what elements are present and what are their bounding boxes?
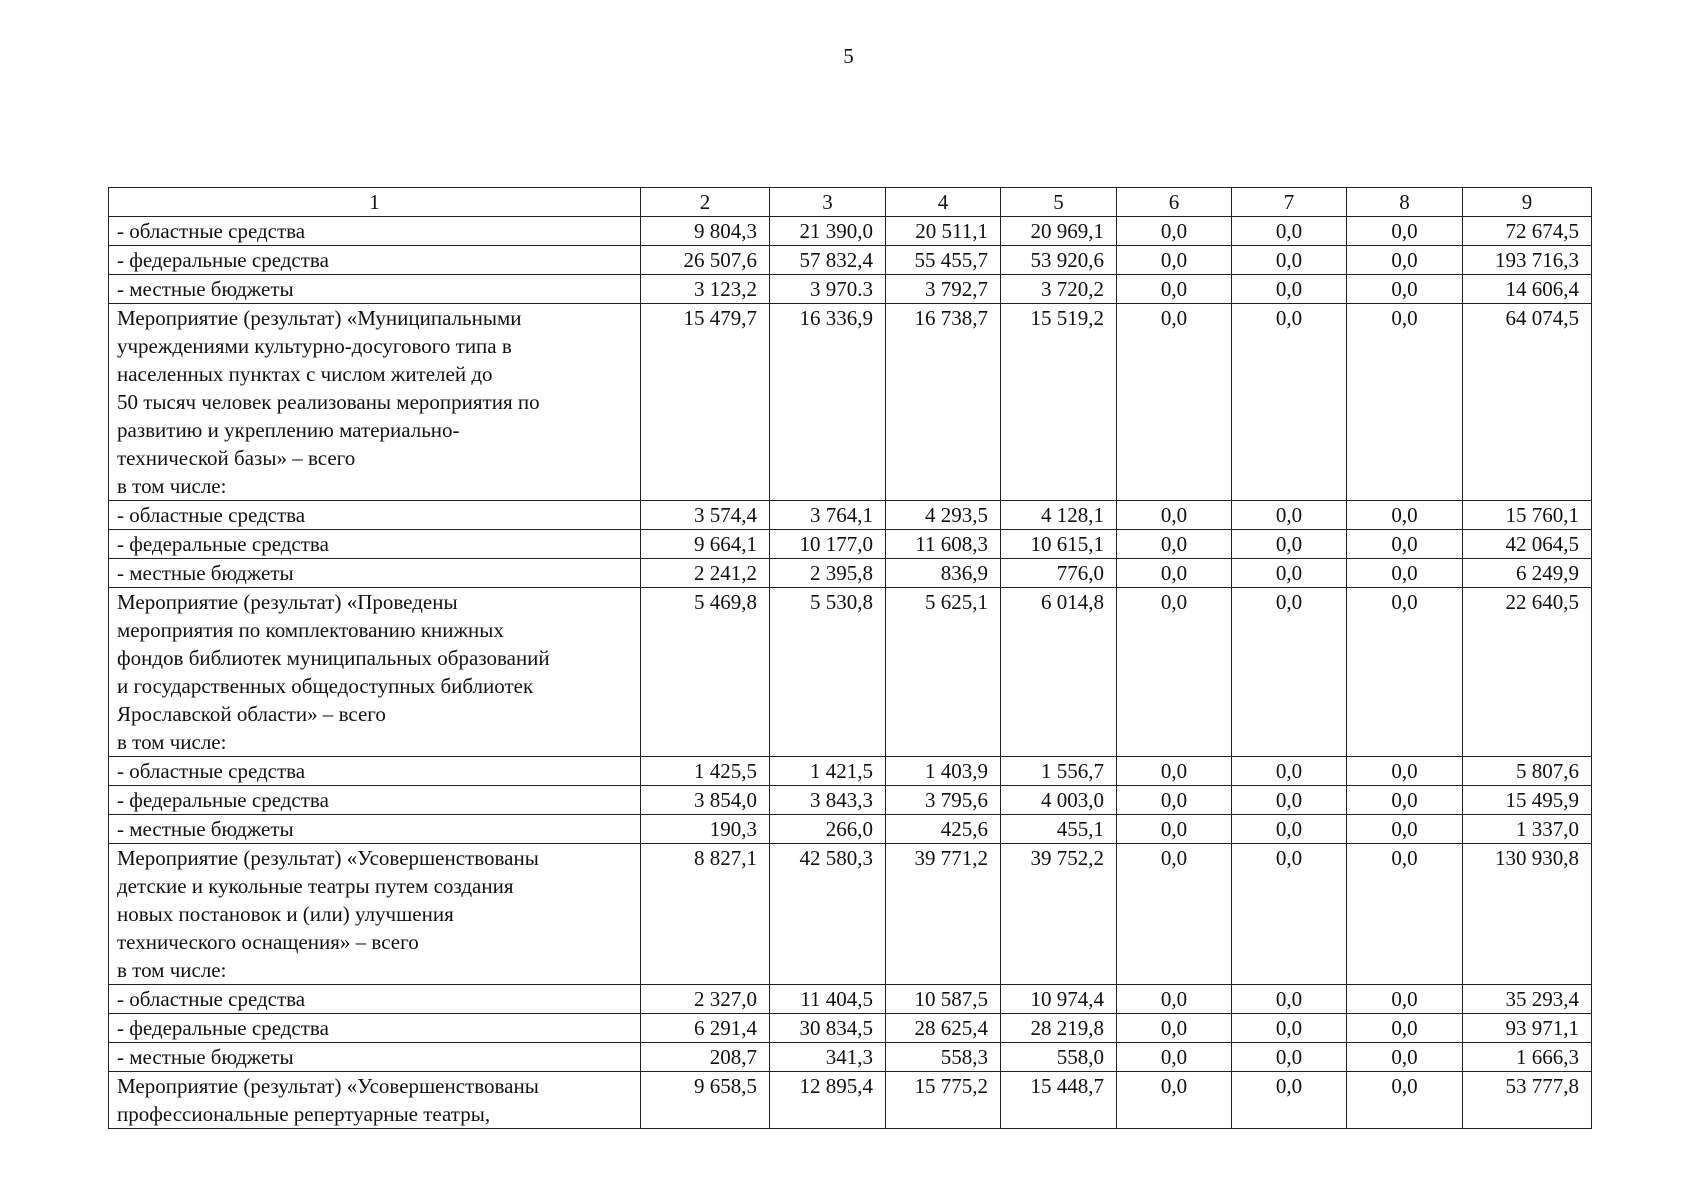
row-label-line: Ярославской области» – всего [117,702,386,726]
table-row [109,757,1592,786]
cell-value: 10 177,0 [770,530,886,559]
cell-value: 20 969,1 [1001,217,1117,246]
cell-value: 0,0 [1232,275,1347,304]
table-body [109,188,1592,1129]
cell-value: 8 827,1 [641,844,770,985]
row-label-line: 50 тысяч человек реализованы мероприятия по [117,390,540,414]
cell-value: 0,0 [1347,1043,1463,1072]
cell-value: 0,0 [1117,1014,1232,1043]
cell-value: 14 606,4 [1463,275,1592,304]
cell-value: 4 293,5 [886,501,1001,530]
row-label-line: Мероприятие (результат) «Муниципальными [117,306,522,330]
row-label: - федеральные средства [109,530,641,559]
cell-value: 53 777,8 [1463,1072,1592,1129]
row-label-line: технической базы» – всего [117,446,356,470]
row-label [109,304,641,501]
row-label: - местные бюджеты [109,1043,641,1072]
cell-value: 0,0 [1232,844,1347,985]
cell-value: 0,0 [1347,844,1463,985]
row-label [109,1072,641,1129]
cell-value: 11 404,5 [770,985,886,1014]
cell-value: 0,0 [1347,1072,1463,1129]
table-row [109,275,1592,304]
cell-value: 2 241,2 [641,559,770,588]
cell-value: 57 832,4 [770,246,886,275]
table-row [109,304,1592,501]
cell-value: 0,0 [1347,304,1463,501]
cell-value: 0,0 [1347,786,1463,815]
cell-value: 0,0 [1347,217,1463,246]
cell-value: 26 507,6 [641,246,770,275]
column-header: 6 [1117,188,1232,217]
cell-value: 0,0 [1232,501,1347,530]
cell-value: 3 795,6 [886,786,1001,815]
row-label-line: фондов библиотек муниципальных образований [117,646,550,670]
row-label [109,844,641,985]
cell-value: 0,0 [1117,217,1232,246]
column-header: 8 [1347,188,1463,217]
cell-value: 16 738,7 [886,304,1001,501]
cell-value: 10 974,4 [1001,985,1117,1014]
cell-value: 5 530,8 [770,588,886,757]
cell-value: 208,7 [641,1043,770,1072]
row-label-line: Мероприятие (результат) «Усовершенствованы [117,846,539,870]
row-label: - местные бюджеты [109,815,641,844]
cell-value: 130 930,8 [1463,844,1592,985]
cell-value: 42 580,3 [770,844,886,985]
cell-value: 4 003,0 [1001,786,1117,815]
cell-value: 9 804,3 [641,217,770,246]
cell-value: 3 123,2 [641,275,770,304]
cell-value: 28 219,8 [1001,1014,1117,1043]
table-row [109,246,1592,275]
cell-value: 3 843,3 [770,786,886,815]
cell-value: 266,0 [770,815,886,844]
cell-value: 35 293,4 [1463,985,1592,1014]
row-label-line: мероприятия по комплектованию книжных [117,618,504,642]
cell-value: 5 625,1 [886,588,1001,757]
cell-value: 5 807,6 [1463,757,1592,786]
cell-value: 53 920,6 [1001,246,1117,275]
cell-value: 64 074,5 [1463,304,1592,501]
cell-value: 1 337,0 [1463,815,1592,844]
row-label-line: в том числе: [117,474,227,498]
cell-value: 3 970.3 [770,275,886,304]
cell-value: 3 720,2 [1001,275,1117,304]
cell-value: 0,0 [1232,1072,1347,1129]
cell-value: 0,0 [1232,1014,1347,1043]
row-label-line: технического оснащения» – всего [117,930,419,954]
table-row [109,1014,1592,1043]
row-label-line: учреждениями культурно-досугового типа в [117,334,512,358]
cell-value: 558,3 [886,1043,1001,1072]
cell-value: 9 664,1 [641,530,770,559]
cell-value: 15 479,7 [641,304,770,501]
cell-value: 6 014,8 [1001,588,1117,757]
cell-value: 0,0 [1232,304,1347,501]
cell-value: 0,0 [1347,246,1463,275]
cell-value: 15 448,7 [1001,1072,1117,1129]
cell-value: 776,0 [1001,559,1117,588]
cell-value: 12 895,4 [770,1072,886,1129]
cell-value: 22 640,5 [1463,588,1592,757]
cell-value: 0,0 [1232,1043,1347,1072]
cell-value: 30 834,5 [770,1014,886,1043]
cell-value: 10 615,1 [1001,530,1117,559]
cell-value: 0,0 [1232,217,1347,246]
cell-value: 11 608,3 [886,530,1001,559]
row-label-line: Мероприятие (результат) «Проведены [117,590,458,614]
cell-value: 0,0 [1117,786,1232,815]
table-row [109,559,1592,588]
cell-value: 1 403,9 [886,757,1001,786]
cell-value: 28 625,4 [886,1014,1001,1043]
cell-value: 0,0 [1347,501,1463,530]
row-label: - областные средства [109,757,641,786]
cell-value: 1 556,7 [1001,757,1117,786]
cell-value: 6 291,4 [641,1014,770,1043]
cell-value: 0,0 [1347,815,1463,844]
cell-value: 0,0 [1347,985,1463,1014]
row-label-line: и государственных общедоступных библиотек [117,674,534,698]
cell-value: 0,0 [1117,985,1232,1014]
cell-value: 0,0 [1232,985,1347,1014]
cell-value: 39 752,2 [1001,844,1117,985]
cell-value: 455,1 [1001,815,1117,844]
column-header: 9 [1463,188,1592,217]
cell-value: 3 574,4 [641,501,770,530]
cell-value: 15 760,1 [1463,501,1592,530]
cell-value: 0,0 [1117,304,1232,501]
cell-value: 39 771,2 [886,844,1001,985]
cell-value: 0,0 [1347,757,1463,786]
cell-value: 6 249,9 [1463,559,1592,588]
row-label-line: в том числе: [117,958,227,982]
cell-value: 0,0 [1117,757,1232,786]
cell-value: 0,0 [1232,530,1347,559]
cell-value: 0,0 [1117,1072,1232,1129]
cell-value: 0,0 [1232,786,1347,815]
cell-value: 0,0 [1347,559,1463,588]
column-header: 3 [770,188,886,217]
table-row [109,1043,1592,1072]
row-label-line: Мероприятие (результат) «Усовершенствованы [117,1074,539,1098]
table-row [109,588,1592,757]
cell-value: 0,0 [1117,1043,1232,1072]
column-header: 5 [1001,188,1117,217]
budget-table [108,187,1592,1129]
cell-value: 0,0 [1232,246,1347,275]
table-row [109,815,1592,844]
cell-value: 16 336,9 [770,304,886,501]
row-label: - областные средства [109,985,641,1014]
cell-value: 2 395,8 [770,559,886,588]
table-row [109,1072,1592,1129]
cell-value: 15 775,2 [886,1072,1001,1129]
row-label-line: детские и кукольные театры путем создания [117,874,514,898]
cell-value: 0,0 [1232,815,1347,844]
cell-value: 0,0 [1232,559,1347,588]
cell-value: 193 716,3 [1463,246,1592,275]
column-header-row [109,188,1592,217]
cell-value: 0,0 [1117,530,1232,559]
cell-value: 836,9 [886,559,1001,588]
cell-value: 0,0 [1117,559,1232,588]
cell-value: 0,0 [1117,815,1232,844]
cell-value: 0,0 [1347,275,1463,304]
cell-value: 3 854,0 [641,786,770,815]
cell-value: 0,0 [1347,530,1463,559]
cell-value: 21 390,0 [770,217,886,246]
column-header: 4 [886,188,1001,217]
cell-value: 0,0 [1117,275,1232,304]
cell-value: 0,0 [1117,501,1232,530]
cell-value: 4 128,1 [1001,501,1117,530]
cell-value: 15 519,2 [1001,304,1117,501]
table-row [109,786,1592,815]
cell-value: 10 587,5 [886,985,1001,1014]
cell-value: 0,0 [1117,588,1232,757]
table-row [109,217,1592,246]
cell-value: 72 674,5 [1463,217,1592,246]
cell-value: 3 764,1 [770,501,886,530]
table-row [109,844,1592,985]
cell-value: 9 658,5 [641,1072,770,1129]
cell-value: 5 469,8 [641,588,770,757]
cell-value: 0,0 [1232,757,1347,786]
row-label: - областные средства [109,217,641,246]
cell-value: 0,0 [1117,844,1232,985]
row-label: - федеральные средства [109,1014,641,1043]
cell-value: 20 511,1 [886,217,1001,246]
page-number: 5 [843,44,854,68]
row-label: - федеральные средства [109,786,641,815]
cell-value: 3 792,7 [886,275,1001,304]
row-label [109,588,641,757]
cell-value: 190,3 [641,815,770,844]
row-label-line: развитию и укреплению материально- [117,418,460,442]
cell-value: 1 425,5 [641,757,770,786]
cell-value: 2 327,0 [641,985,770,1014]
cell-value: 1 421,5 [770,757,886,786]
cell-value: 93 971,1 [1463,1014,1592,1043]
cell-value: 0,0 [1347,1014,1463,1043]
table-row [109,985,1592,1014]
cell-value: 0,0 [1347,588,1463,757]
row-label-line: профессиональные репертуарные театры, [117,1102,491,1126]
cell-value: 558,0 [1001,1043,1117,1072]
column-header: 2 [641,188,770,217]
cell-value: 425,6 [886,815,1001,844]
cell-value: 0,0 [1117,246,1232,275]
row-label-line: населенных пунктах с числом жителей до [117,362,493,386]
row-label: - местные бюджеты [109,559,641,588]
cell-value: 55 455,7 [886,246,1001,275]
table-row [109,530,1592,559]
row-label: - местные бюджеты [109,275,641,304]
column-header: 1 [109,188,641,217]
table-row [109,501,1592,530]
cell-value: 15 495,9 [1463,786,1592,815]
cell-value: 1 666,3 [1463,1043,1592,1072]
row-label: - федеральные средства [109,246,641,275]
row-label-line: в том числе: [117,730,227,754]
cell-value: 341,3 [770,1043,886,1072]
column-header: 7 [1232,188,1347,217]
row-label: - областные средства [109,501,641,530]
cell-value: 0,0 [1232,588,1347,757]
row-label-line: новых постановок и (или) улучшения [117,902,454,926]
cell-value: 42 064,5 [1463,530,1592,559]
